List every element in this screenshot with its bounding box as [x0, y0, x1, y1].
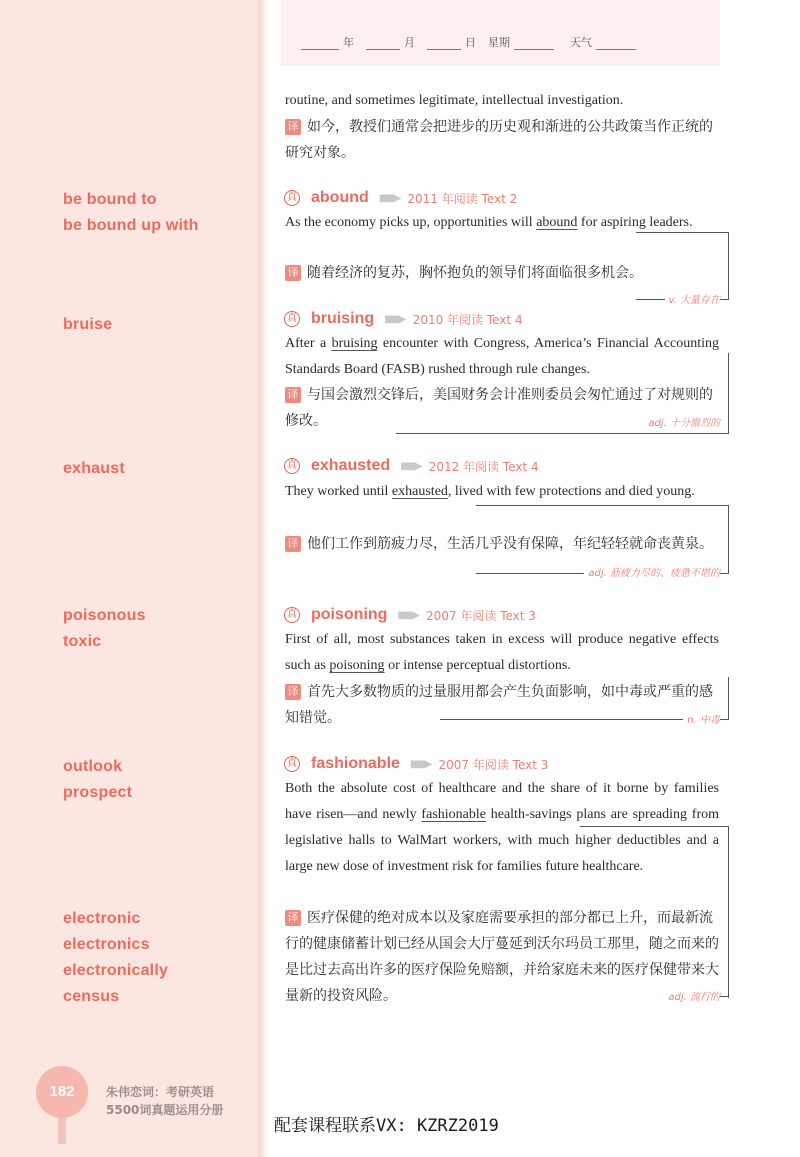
entry-en-poisoning	[285, 627, 719, 679]
entry-gloss: adj. 筋疲力尽的、疲惫不堪的	[584, 564, 720, 579]
book-title-line: 朱伟恋词：考研英语	[106, 1085, 215, 1099]
watermark-text: 配套课程联系VX: KZRZ2019	[274, 1116, 499, 1136]
weekday-label: 星期	[488, 36, 510, 49]
related-words-extra	[63, 906, 168, 1010]
weekday-blank[interactable]	[514, 37, 554, 50]
en-text: encounter with Congress, America’s Financial Accounting Standards Board (FASB) rushed through rule changes.	[285, 336, 719, 377]
en-text: health-savings plans are spreading from legislative halls to WalMart workers, with much higher deductibles and a large new dose of investment risk for families future healthcare.	[285, 807, 720, 874]
intro-zh-text: 如今，教授们通常会把进步的历史观和渐进的公共政策当作正统的研究对象。	[285, 119, 713, 161]
entry-source: 2010 年阅读 Text 4	[412, 312, 523, 327]
en-text: First of all, most substances taken in excess will produce negative effects such as	[285, 632, 719, 673]
en-text: for aspiring leaders.	[577, 215, 693, 230]
translation-tag: 译	[285, 119, 301, 135]
entry-head-poisoning	[284, 604, 536, 626]
entry-word: poisoning	[311, 606, 388, 623]
day-label: 日	[465, 36, 476, 49]
en-keyword: bruising	[331, 336, 378, 351]
zh-text: 他们工作到筋疲力尽，生活几乎没有保障，年纪轻轻就命丧黄泉。	[307, 536, 713, 552]
entry-source: 2007 年阅读 Text 3	[438, 757, 549, 772]
exam-tag: 真	[284, 756, 300, 772]
month-label: 月	[404, 36, 415, 49]
entry-gloss: adj. 十分激烈的	[644, 414, 720, 429]
related-word: electronics	[63, 936, 150, 953]
arrow-icon: ■■▶	[400, 460, 421, 472]
zh-text: 医疗保健的绝对成本以及家庭需要承担的部分都已上升，而最新流行的健康储蓄计划已经从国会大厅蔓延到沃尔玛员工那里，随之而来的是比过去高出许多的医疗保险免赔额，并给家庭未来的医疗保健带来大量新的投资风险。	[285, 910, 719, 1004]
entry-gloss: v. 大量存在	[665, 291, 720, 306]
entry-word: bruising	[311, 310, 375, 327]
arrow-icon: ■■▶	[384, 313, 405, 325]
weather-label: 天气	[570, 36, 592, 49]
related-word: be bound to	[63, 191, 157, 208]
year-label: 年	[343, 36, 354, 49]
translation-tag: 译	[285, 536, 301, 552]
date-header	[281, 0, 720, 66]
year-blank[interactable]	[301, 37, 339, 50]
translation-tag: 译	[285, 265, 301, 281]
en-keyword: fashionable	[421, 807, 486, 822]
translation-tag: 译	[285, 684, 301, 700]
entry-source: 2011 年阅读 Text 2	[407, 191, 518, 206]
intro-en: routine, and sometimes legitimate, intellectual investigation.	[285, 93, 624, 108]
day-blank[interactable]	[427, 37, 461, 50]
related-words-exhausted	[63, 456, 125, 482]
entry-head-fashionable	[284, 753, 548, 775]
page-number: 182	[36, 1066, 88, 1118]
en-text: They worked until	[285, 484, 392, 499]
entry-word: abound	[311, 189, 369, 206]
entry-source: 2012 年阅读 Text 4	[428, 459, 539, 474]
related-words-fashionable	[63, 754, 132, 806]
en-keyword: poisoning	[329, 658, 385, 673]
en-text: As the economy picks up, opportunities will	[285, 215, 537, 230]
exam-tag: 真	[284, 190, 300, 206]
related-word: poisonous	[63, 607, 146, 624]
book-title-line: 5500词真题运用分册	[106, 1103, 224, 1117]
en-text: After a	[285, 336, 332, 351]
related-word: be bound up with	[63, 217, 199, 234]
arrow-icon: ■■▶	[378, 192, 400, 204]
en-text: or intense perceptual distortions.	[384, 658, 571, 673]
entry-word: fashionable	[311, 755, 400, 772]
zh-text: 随着经济的复苏，胸怀抱负的领导们将面临很多机会。	[307, 265, 643, 281]
arrow-icon: ■■▶	[397, 609, 419, 621]
arrow-icon: ■■▶	[409, 758, 431, 770]
exam-tag: 真	[284, 607, 300, 623]
exam-tag: 真	[284, 458, 300, 474]
translation-tag: 译	[285, 910, 301, 926]
related-words-bruising	[63, 312, 112, 338]
related-word: electronic	[63, 910, 141, 927]
gloss-bracket	[580, 826, 729, 998]
related-words-poisoning	[63, 603, 146, 655]
related-word: bruise	[63, 316, 113, 333]
related-word: toxic	[63, 633, 102, 650]
en-keyword: abound	[536, 215, 578, 230]
gloss-bracket	[636, 232, 729, 300]
related-word: electronically	[63, 962, 169, 979]
book-title	[106, 1083, 223, 1119]
zh-text: 与国会激烈交锋后，美国财务会计准则委员会匆忙通过了对规则的修改。	[285, 387, 713, 429]
weather-blank[interactable]	[596, 37, 636, 50]
exam-tag: 真	[284, 311, 300, 327]
intro-zh	[285, 114, 722, 166]
related-word: outlook	[63, 758, 123, 775]
entry-source: 2007 年阅读 Text 3	[426, 608, 536, 623]
entry-head-abound	[284, 187, 517, 209]
page-gutter	[258, 0, 268, 1157]
en-text: , lived with few protections and died young.	[447, 484, 695, 499]
related-word: exhaust	[63, 460, 125, 477]
translation-tag: 译	[285, 387, 301, 403]
en-text: Both the absolute cost of healthcare and the share of it borne by families have risen—and newly	[285, 781, 719, 822]
entry-gloss: n. 中毒	[683, 711, 720, 726]
related-word: prospect	[63, 784, 133, 801]
zh-text: 首先大多数物质的过量服用都会产生负面影响，如中毒或严重的感知错觉。	[285, 684, 713, 726]
month-blank[interactable]	[366, 37, 400, 50]
related-words-abound	[63, 187, 199, 239]
related-word: census	[63, 988, 120, 1005]
entry-head-exhausted	[284, 455, 539, 477]
en-keyword: exhausted	[391, 484, 448, 499]
entry-word: exhausted	[311, 457, 391, 474]
entry-gloss: adj. 流行的	[664, 988, 720, 1003]
entry-head-bruising	[284, 308, 523, 330]
entry-en-exhausted	[285, 479, 719, 505]
